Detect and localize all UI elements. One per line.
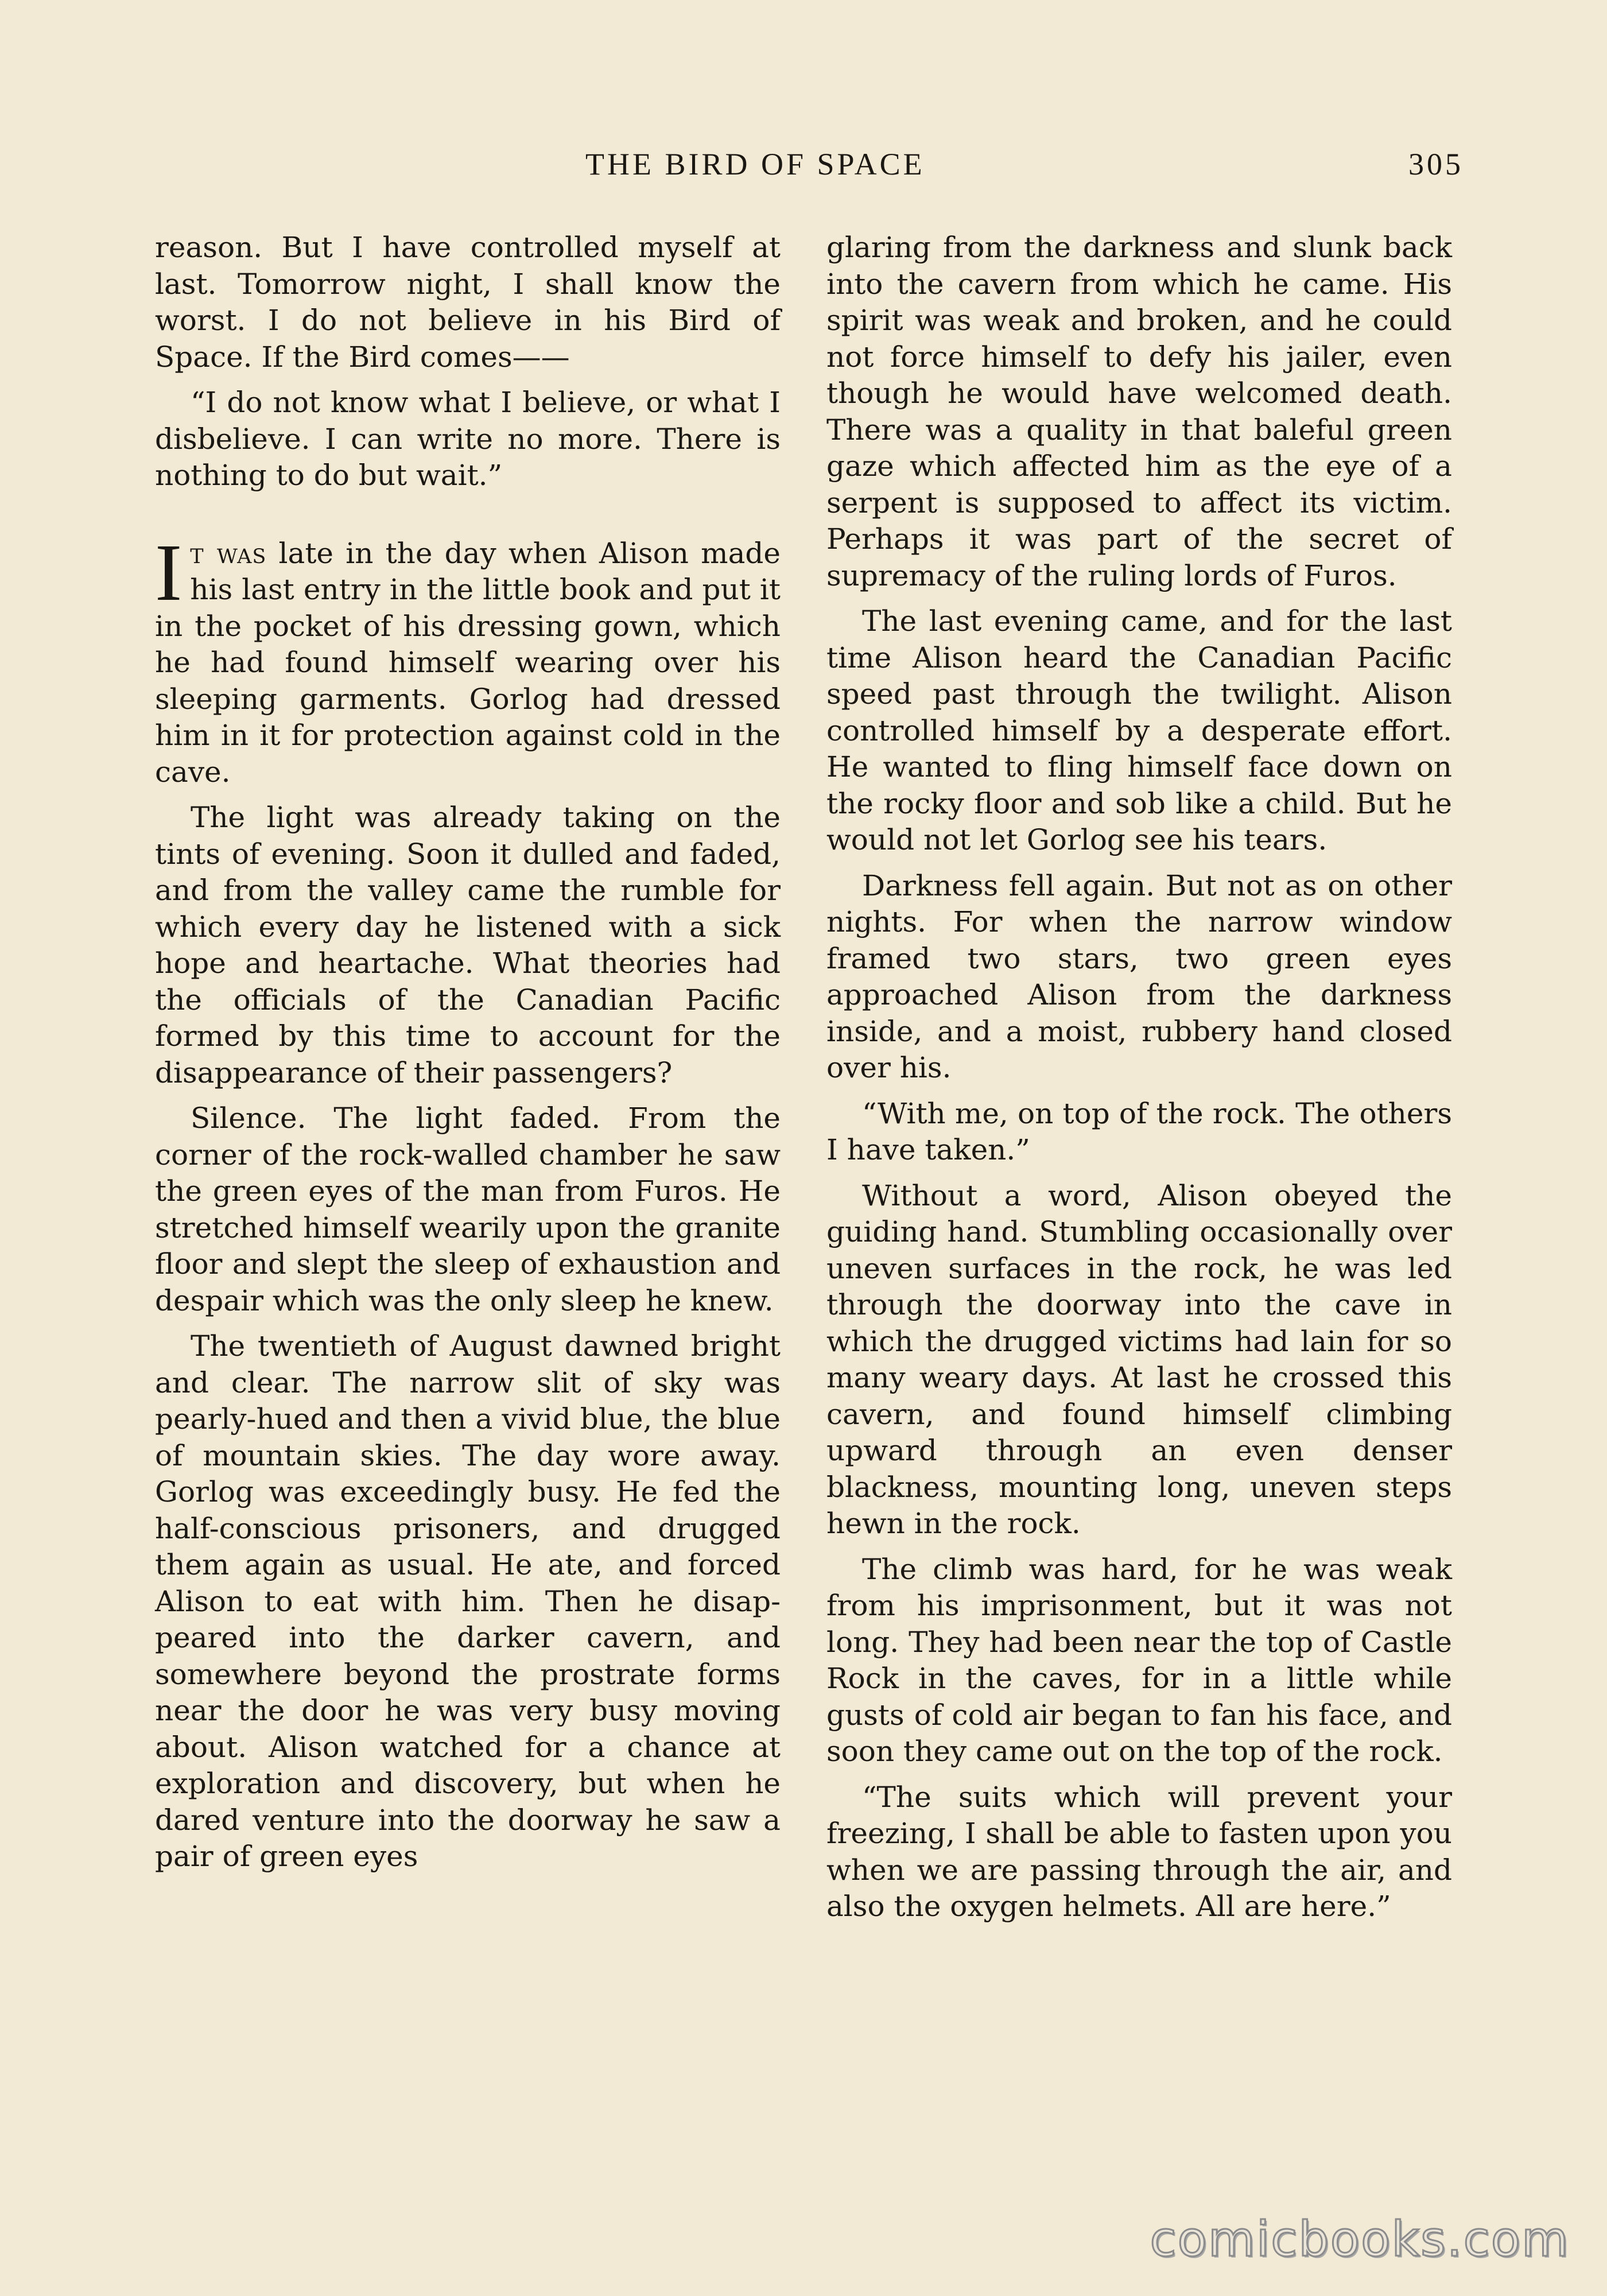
page-header (585, 146, 1464, 187)
page-number: 305 (1408, 147, 1464, 181)
paragraph: glaring from the darkness and slunk back into the cavern from which he came. His spirit was weak and broken, and he could not force himself to defy his jailer, even though he would have welcomed death. There was a quality in that baleful green gaze which affected him as the eye of a serpent is supposed to affect its victim. Perhaps it was part of the secret of supremacy of the ruling lords of Furos. (826, 231, 1452, 592)
paragraph-text: late in the day when Alison made his last entry in the little book and put it in the pocket of his dressing gown, which he had found himself wearing over his sleeping garments. Gorlog had dressed him in it for protection against cold in the cave. (155, 536, 781, 789)
right-column (826, 230, 1452, 1925)
paragraph: The twentieth of August dawned bright and clear. The narrow slit of sky was pearly-hued and then a vivid blue, the blue of mountain skies. The day wore away. Gorlog was exceedingly busy. He fed the half-conscious prisoners, and drugged them again as usual. He ate, and forced Alison to eat with him. Then he disappeared into the darker cavern, and somewhere beyond the prostrate forms near the door he was very busy moving about. Alison watched for a chance at exploration and discovery, but when he dared venture into the doorway he saw a pair of green eyes (155, 1329, 781, 1873)
left-column (155, 230, 781, 1875)
paragraph: “The suits which will prevent your freezing, I shall be able to fasten upon you when we are passing through the air, and also the oxygen helmets. All are here.” (826, 1780, 1452, 1923)
paragraph: Darkness fell again. But not as on other nights. For when the narrow window framed two stars, two green eyes approached Alison from the darkness inside, and a moist, rubbery hand closed over his. (826, 868, 1452, 1084)
paragraph: The climb was hard, for he was weak from his imprisonment, but it was not long. They had been near the top of Castle Rock in the caves, for in a little while gusts of cold air began to fan his face, and soon they came out on the top of the rock. (826, 1552, 1452, 1768)
paragraph: reason. But I have controlled myself at last. Tomorrow night, I shall know the worst. I do not believe in his Bird of Space. If the Bird comes—— (155, 231, 781, 374)
section-opening-paragraph (155, 526, 781, 791)
paragraph: “With me, on top of the rock. The others I have taken.” (826, 1096, 1452, 1166)
running-title: THE BIRD OF SPACE (585, 147, 925, 181)
small-caps-lead: t was (190, 536, 267, 570)
drop-cap: I (155, 526, 183, 618)
paragraph: The last evening came, and for the last time Alison heard the Canadian Pacific speed past through the twilight. Alison controlled himself by a desperate effort. He wanted to fling himself face down on the rocky floor and sob like a child. But he would not let Gorlog see his tears. (826, 604, 1452, 856)
paragraph: Silence. The light faded. From the corner of the rock-walled chamber he saw the green eyes of the man from Furos. He stretched himself wearily upon the granite floor and slept the sleep of exhaustion and despair which was the only sleep he knew. (155, 1102, 781, 1317)
paragraph: The light was already taking on the tints of evening. Soon it dulled and faded, and from the valley came the rumble for which every day he listened with a sick hope and heartache. What theories had the officials of the Canadian Pacific formed by this time to account for the disappearance of their passengers? (155, 801, 781, 1089)
paragraph: Without a word, Alison obeyed the guiding hand. Stumbling occasionally over uneven surfaces in the rock, he was led through the doorway into the cave in which the drugged victims had lain for so many weary days. At last he crossed this cavern, and found himself climbing upward through an even denser blackness, mounting long, uneven steps hewn in the rock. (826, 1178, 1452, 1540)
paragraph: “I do not know what I believe, or what I disbelieve. I can write no more. There is nothing to do but wait.” (155, 386, 781, 492)
watermark: comicbooks.com (1150, 2211, 1570, 2267)
